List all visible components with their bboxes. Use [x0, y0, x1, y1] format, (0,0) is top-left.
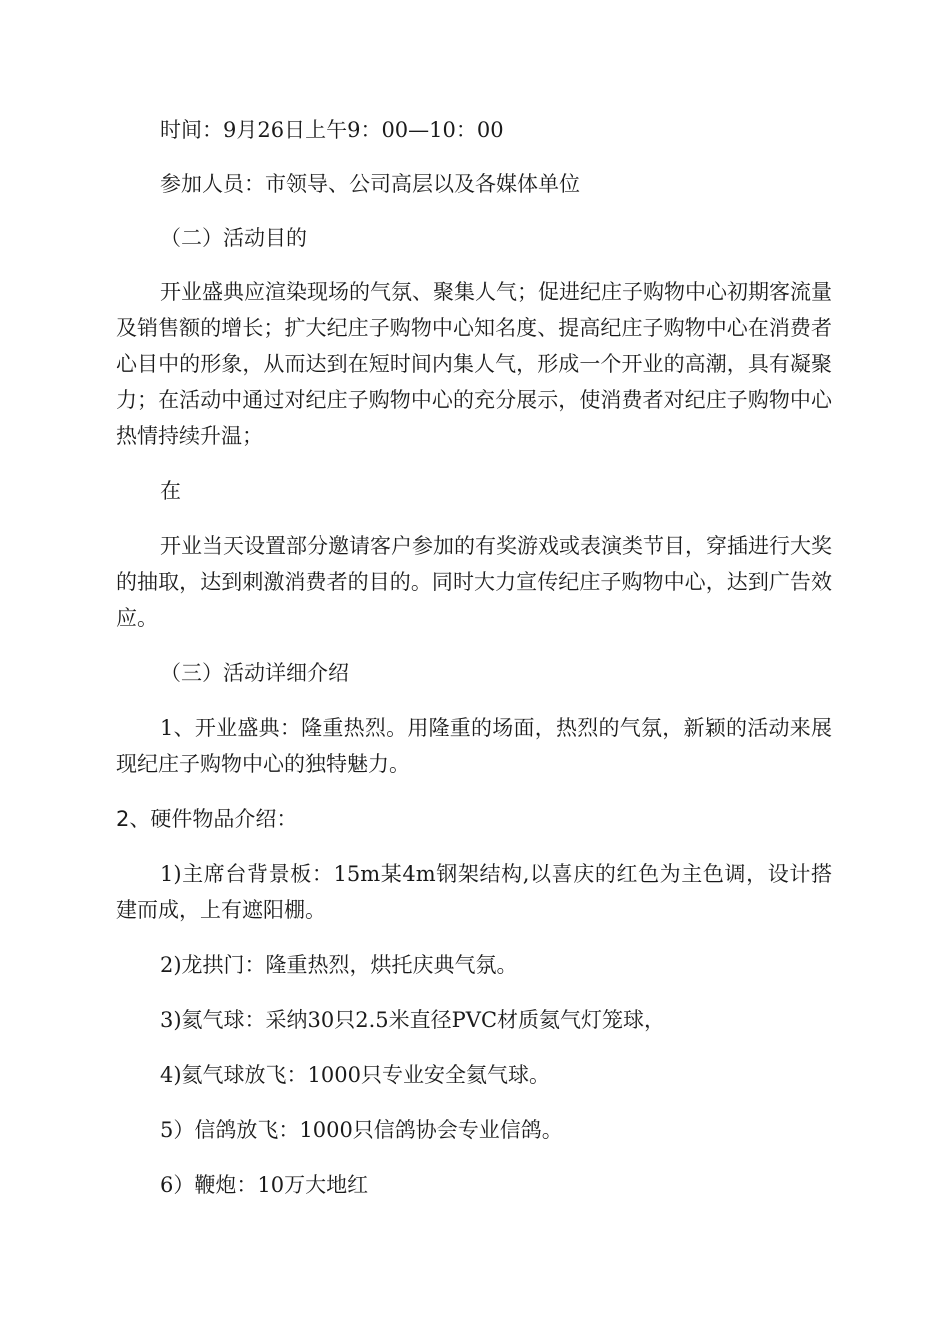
- opening-day-paragraph: 开业当天设置部分邀请客户参加的有奖游戏或表演类节目，穿插进行大奖的抽取，达到刺激消费者的目的。同时大力宣传纪庄子购物中心，达到广告效应。: [116, 534, 832, 630]
- hardware-item-3: 3)氦气球：采纳30只2.5米直径PVC材质氦气灯笼球，: [160, 1008, 666, 1032]
- detail-item-1: 1、开业盛典：隆重热烈。用隆重的场面，热烈的气氛，新颖的活动来展现纪庄子购物中心的独特魅力。: [116, 716, 832, 776]
- hardware-item-2: 2)龙拱门：隆重热烈，烘托庆典气氛。: [160, 953, 518, 977]
- fragment-text: 在: [160, 479, 181, 503]
- purpose-paragraph: 开业盛典应渲染现场的气氛、聚集人气；促进纪庄子购物中心初期客流量及销售额的增长；扩大纪庄子购物中心知名度、提高纪庄子购物中心在消费者心目中的形象，从而达到在短时间内集人气，形成一个开业的高潮，具有凝聚力；在活动中通过对纪庄子购物中心的充分展示，使消费者对纪庄子购物中心热情持续升温；: [116, 280, 832, 448]
- section-heading-purpose: （二）活动目的: [160, 226, 307, 250]
- event-attendees: 参加人员：市领导、公司高层以及各媒体单位: [160, 172, 580, 196]
- section-heading-details: （三）活动详细介绍: [160, 661, 349, 685]
- hardware-item-6: 6）鞭炮：10万大地红: [160, 1173, 369, 1197]
- event-time: 时间：9月26日上午9：00—10：00: [160, 118, 504, 142]
- document-body: [116, 112, 832, 1203]
- hardware-item-1: 1)主席台背景板：15m某4m钢架结构,以喜庆的红色为主色调，设计搭建而成，上有遮阳棚。: [116, 862, 832, 922]
- detail-item-2: 2、硬件物品介绍：: [116, 807, 298, 831]
- hardware-item-4: 4)氦气球放飞：1000只专业安全氦气球。: [160, 1063, 550, 1087]
- hardware-item-5: 5）信鸽放飞：1000只信鸽协会专业信鸽。: [160, 1118, 563, 1142]
